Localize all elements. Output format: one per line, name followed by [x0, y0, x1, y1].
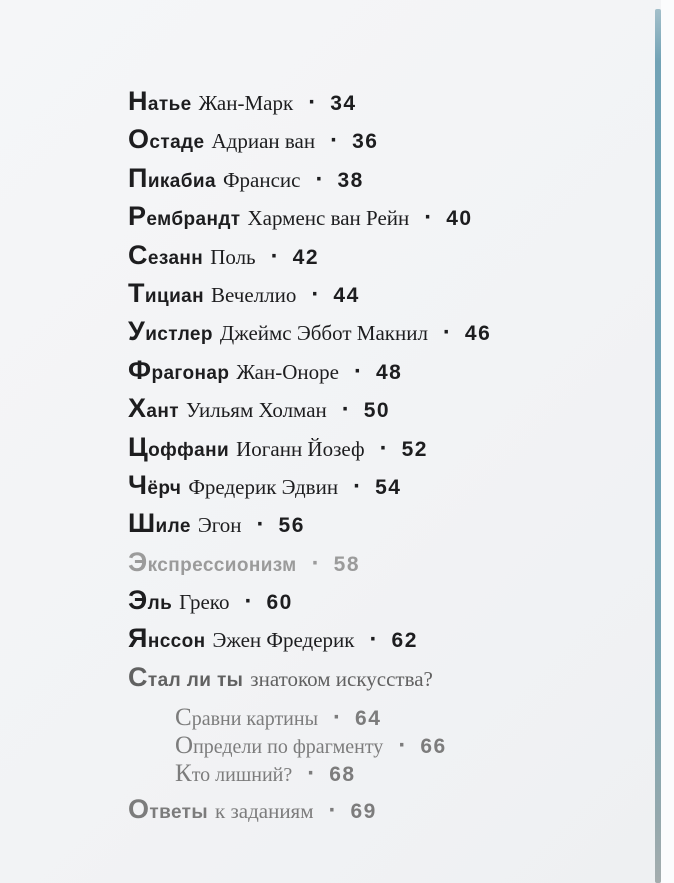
entry-page-number: 36	[352, 130, 379, 154]
separator-dot: ·	[311, 549, 320, 577]
toc-entry	[128, 351, 648, 389]
entry-surname: Сезанн	[128, 239, 204, 270]
toc-subentry	[175, 732, 648, 760]
entry-page-number: 50	[363, 399, 391, 423]
separator-dot: ·	[341, 396, 350, 424]
separator-dot: ·	[353, 472, 362, 500]
entry-given-names: Фредерик Эдвин	[188, 474, 339, 499]
subentry-title: Сравни картины	[175, 704, 319, 732]
toc-entry	[128, 120, 648, 158]
entry-given-names: Иоганн Йозеф	[236, 436, 365, 461]
entry-given-names: Вечеллио	[211, 282, 297, 307]
separator-dot: ·	[330, 127, 339, 155]
toc-entry	[128, 581, 648, 619]
entry-term: Экспрессионизм	[128, 546, 297, 577]
toc-entry	[128, 504, 648, 542]
toc-subentry	[175, 760, 648, 788]
toc-entry	[128, 159, 648, 197]
entry-surname: Эль	[128, 585, 173, 616]
toc-entry	[128, 389, 648, 427]
entry-surname: Янссон	[128, 623, 206, 654]
separator-dot: ·	[328, 797, 337, 825]
entry-page-number: 52	[401, 437, 428, 461]
separator-dot: ·	[442, 319, 451, 347]
separator-dot: ·	[353, 357, 362, 385]
toc-subentry	[175, 704, 648, 732]
entry-surname: Чёрч	[128, 469, 182, 500]
entry-page-number: 42	[292, 245, 319, 269]
table-of-contents	[128, 82, 648, 829]
section-heading	[128, 658, 648, 696]
entry-surname: Цоффани	[128, 431, 230, 462]
toc-entry	[128, 236, 648, 274]
separator-dot: ·	[398, 732, 407, 760]
entry-page-number: 69	[350, 800, 377, 824]
entry-given-names: Эгон	[197, 513, 242, 538]
section-heading-serif: знатоком искусства?	[250, 666, 433, 691]
entry-page-number: 58	[333, 552, 360, 576]
toc-entry	[128, 619, 648, 657]
entry-page-number: 40	[446, 207, 473, 231]
entry-given-names: Греко	[179, 590, 230, 615]
toc-entry	[128, 466, 648, 504]
subentry-title: Определи по фрагменту	[175, 732, 384, 760]
separator-dot: ·	[379, 434, 388, 462]
entry-page-number: 34	[330, 92, 357, 115]
toc-entry	[128, 274, 648, 312]
entry-page-number: 64	[355, 707, 382, 731]
entry-page-number: 38	[337, 168, 364, 192]
toc-entry	[128, 197, 648, 235]
entry-page-number: 46	[464, 322, 492, 346]
entry-surname: Фрагонар	[128, 354, 230, 385]
entry-page-number: 66	[420, 735, 447, 759]
entry-surname: Остаде	[128, 124, 205, 155]
entry-surname: Пикабиа	[128, 162, 216, 193]
entry-answers-bold: Ответы	[128, 794, 208, 825]
toc-entry	[128, 312, 648, 350]
toc-entry-muted	[128, 543, 648, 581]
entry-page-number: 68	[329, 763, 356, 787]
entry-given-names: Адриан ван	[211, 129, 316, 154]
toc-entry	[128, 428, 648, 466]
entry-given-names: Джеймс Эббот Макнил	[219, 321, 428, 346]
entry-given-names: Франсис	[222, 167, 301, 192]
entry-answers-serif: к заданиям	[215, 799, 314, 824]
separator-dot: ·	[307, 760, 316, 788]
entry-given-names: Харменс ван Рейн	[247, 206, 410, 231]
subentry-title: Кто лишний?	[175, 760, 293, 788]
separator-dot: ·	[308, 89, 317, 116]
entry-given-names: Поль	[210, 244, 256, 269]
separator-dot: ·	[244, 588, 253, 616]
section-heading-bold: Стал ли ты	[128, 661, 244, 692]
separator-dot: ·	[270, 242, 279, 270]
entry-page-number: 62	[391, 629, 418, 653]
entry-surname: Натье	[128, 86, 192, 116]
entry-page-number: 60	[266, 591, 293, 615]
toc-entry-answers	[128, 790, 648, 828]
entry-page-number: 44	[333, 283, 360, 307]
separator-dot: ·	[333, 704, 342, 732]
separator-dot: ·	[256, 511, 265, 539]
scan-edge-background	[661, 0, 674, 883]
entry-given-names: Уильям Холман	[185, 398, 327, 423]
entry-surname: Шиле	[128, 508, 191, 539]
separator-dot: ·	[424, 204, 433, 232]
separator-dot: ·	[315, 165, 324, 193]
entry-surname: Тициан	[128, 277, 204, 308]
entry-page-number: 48	[375, 360, 403, 384]
entry-surname: Хант	[128, 393, 179, 424]
entry-given-names: Жан-Марк	[198, 91, 294, 115]
entry-given-names: Эжен Фредерик	[212, 628, 355, 653]
entry-given-names: Жан-Оноре	[236, 359, 339, 384]
entry-page-number: 54	[375, 475, 402, 499]
toc-entry	[128, 82, 648, 120]
entry-page-number: 56	[278, 514, 305, 538]
entry-surname: Рембрандт	[128, 201, 241, 232]
separator-dot: ·	[311, 280, 320, 308]
entry-surname: Уистлер	[128, 316, 213, 347]
separator-dot: ·	[369, 626, 378, 654]
